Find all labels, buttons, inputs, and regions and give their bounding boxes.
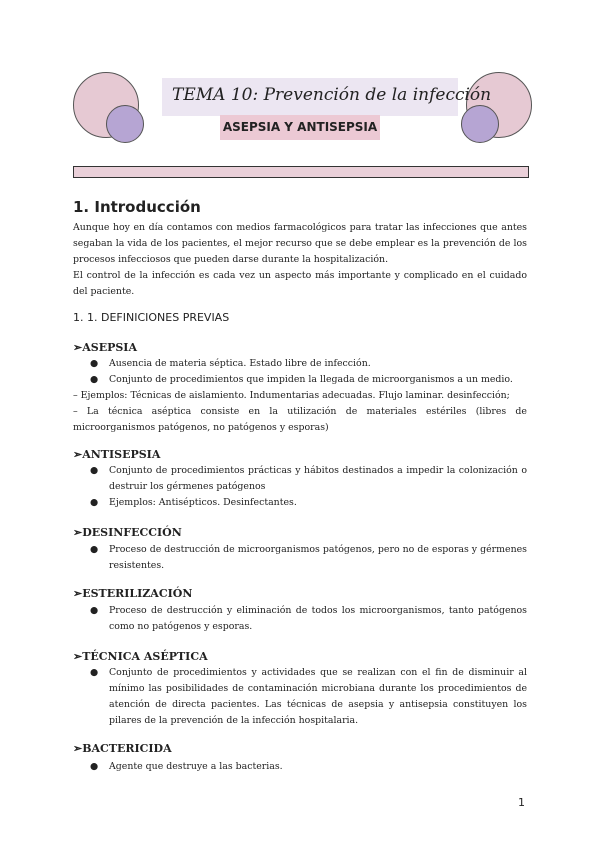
asepsia-technique: – La técnica aséptica consiste en la utilización de materiales estériles (libres de microorganismos patógenos, no patógenos y esporas): [73, 406, 527, 433]
list-item: ● Ejemplos: Antisépticos. Desinfectantes.: [90, 495, 527, 511]
term-heading-bactericida: ➢BACTERICIDA: [73, 742, 172, 755]
esterilizacion-list: [90, 603, 527, 635]
list-item: ● Ausencia de materia séptica. Estado libre de infección.: [90, 356, 527, 372]
divider-bar: [73, 166, 529, 178]
page-subtitle: ASEPSIA Y ANTISEPSIA: [222, 120, 378, 134]
list-item: ● Proceso de destrucción y eliminación de todos los microorganismos, tanto patógenos como no patógenos y esporas.: [90, 605, 527, 632]
list-item: ● Proceso de destrucción de microorganismos patógenos, pero no de esporas y gérmenes resistentes.: [90, 544, 527, 571]
bullet-icon: ●: [90, 605, 99, 616]
bullet-icon: ●: [90, 465, 99, 476]
term-heading-asepsia: ➢ASEPSIA: [73, 341, 137, 354]
asepsia-list: [90, 356, 527, 388]
decorative-circle-left-small: [106, 105, 144, 143]
intro-paragraph-1: Aunque hoy en día contamos con medios farmacológicos para tratar las infecciones que antes segaban la vida de los pacientes, el mejor recurso que se debe emplear es la prevención de los procesos infecciosos que pueden darse durante la hospitalización.: [73, 222, 527, 265]
decorative-circle-right-small: [461, 105, 499, 143]
asepsia-examples: – Ejemplos: Técnicas de aislamiento. Indumentarias adecuadas. Flujo laminar. desinfección;: [73, 390, 510, 401]
bullet-icon: ●: [90, 497, 99, 508]
list-item: ● Agente que destruye a las bacterias.: [90, 759, 527, 775]
bullet-icon: ●: [90, 358, 99, 369]
section-heading-intro: 1. Introducción: [73, 198, 201, 216]
intro-paragraph-2: El control de la infección es cada vez un aspecto más importante y complicado en el cuidado del paciente.: [73, 270, 527, 297]
term-heading-esterilizacion: ➢ESTERILIZACIÓN: [73, 587, 193, 600]
list-item: ● Conjunto de procedimientos que impiden la llegada de microorganismos a un medio.: [90, 372, 527, 388]
bullet-icon: ●: [90, 761, 99, 772]
term-heading-antisepsia: ➢ANTISEPSIA: [73, 448, 161, 461]
subsection-heading-definitions: 1. 1. DEFINICIONES PREVIAS: [73, 311, 230, 324]
page-number: 1: [518, 796, 525, 809]
bullet-icon: ●: [90, 544, 99, 555]
list-item: ● Conjunto de procedimientos y actividades que se realizan con el fin de disminuir al mínimo las posibilidades de contaminación microbiana durante los procedimientos de atención de directa pacientes. Las técnicas de asepsia y antisepsia constituyen los pilares de la prevención de la infección hospitalaria.: [90, 667, 527, 726]
page-title: TEMA 10: Prevención de la infección: [172, 85, 492, 105]
bullet-icon: ●: [90, 374, 99, 385]
antisepsia-list: [90, 463, 527, 511]
term-heading-tecnica-aseptica: ➢TÉCNICA ASÉPTICA: [73, 650, 208, 663]
bactericida-list: [90, 759, 527, 775]
term-heading-desinfeccion: ➢DESINFECCIÓN: [73, 526, 182, 539]
bullet-icon: ●: [90, 667, 99, 678]
desinfeccion-list: [90, 542, 527, 574]
list-item: ● Conjunto de procedimientos prácticas y hábitos destinados a impedir la colonización o destruir los gérmenes patógenos: [90, 465, 527, 492]
tecnica-list: [90, 665, 527, 729]
